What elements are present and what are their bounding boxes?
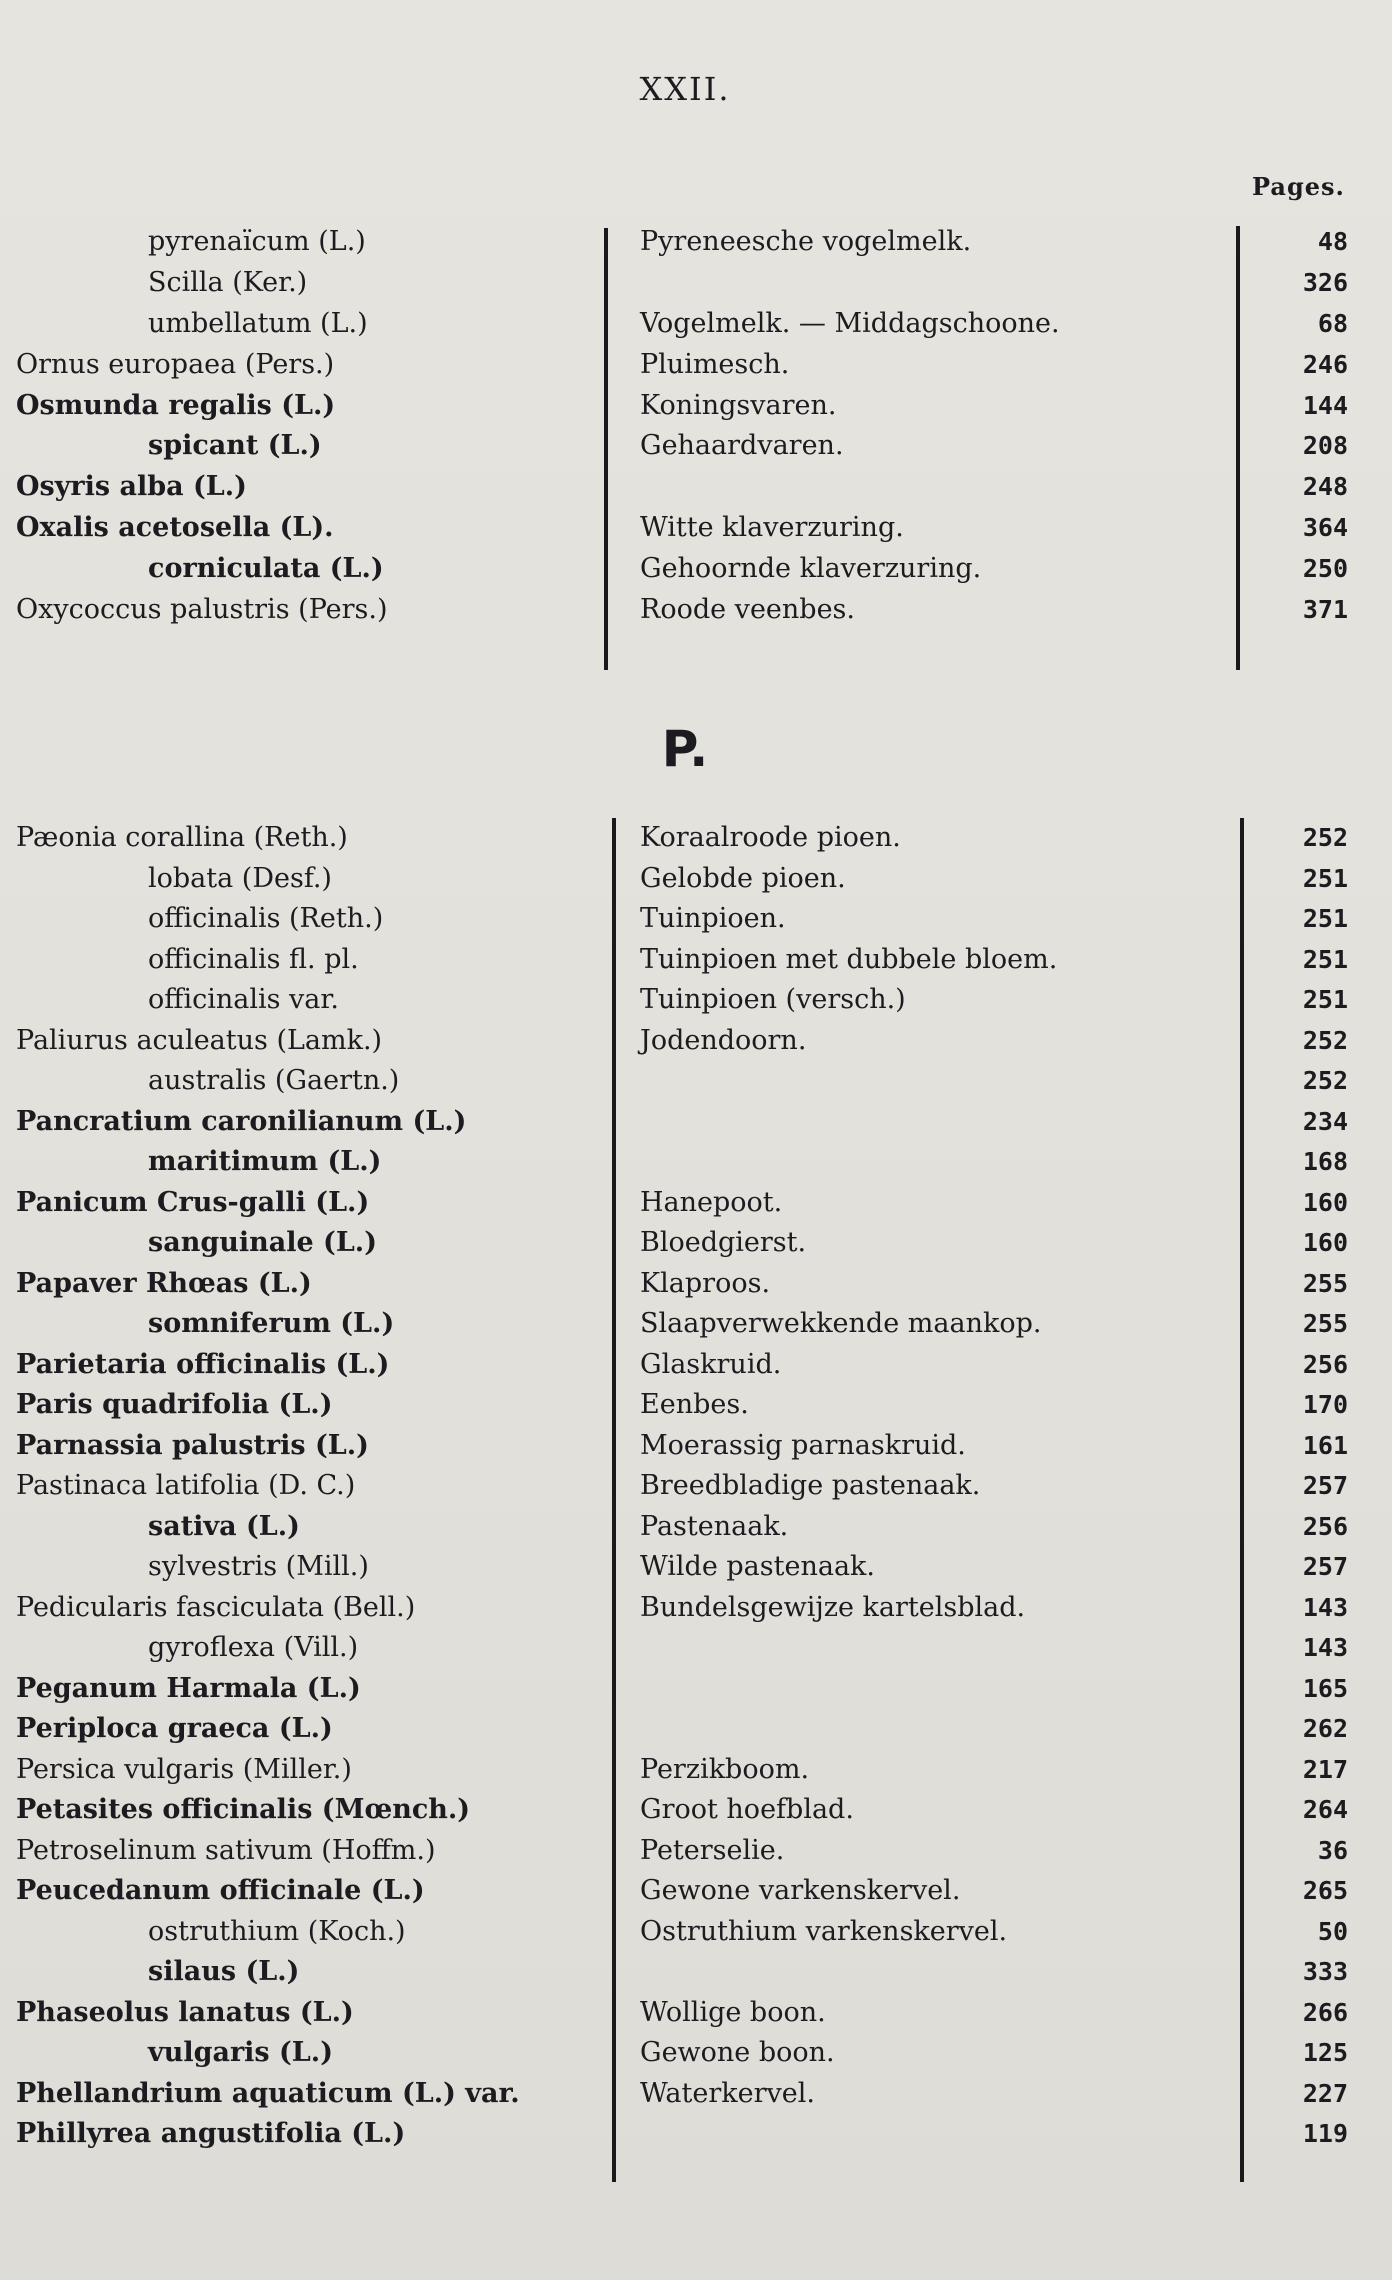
dutch-name: Witte klaverzuring.: [640, 512, 904, 544]
index-entry: [0, 1790, 1392, 1831]
index-entry: [0, 304, 1392, 345]
latin-name: somniferum (L.): [148, 1308, 395, 1339]
pages-column-header: Pages.: [1252, 172, 1345, 201]
latin-name: Panicum Crus-galli (L.): [16, 1186, 370, 1218]
latin-name: Pancratium caronilianum (L.): [16, 1105, 467, 1137]
latin-name: silaus (L.): [148, 1956, 300, 1987]
dutch-name: Gehoornde klaverzuring.: [640, 553, 982, 585]
page-reference: 251: [1302, 863, 1348, 893]
page-reference: 168: [1302, 1147, 1348, 1176]
dutch-name: Eenbes.: [640, 1389, 749, 1420]
index-entry: [0, 899, 1392, 940]
index-entry: [0, 1345, 1392, 1386]
page-reference: 264: [1302, 1795, 1348, 1824]
page-reference: 246: [1302, 349, 1348, 379]
index-entry: [0, 1466, 1392, 1507]
dutch-name: Bundelsgewijze kartelsblad.: [640, 1591, 1026, 1623]
index-entry: [0, 1709, 1392, 1750]
page-reference: 36: [1317, 1835, 1348, 1865]
latin-name: umbellatum (L.): [148, 307, 368, 339]
index-entry: [0, 1912, 1392, 1953]
index-entry: [0, 818, 1392, 859]
page-reference: 326: [1302, 267, 1348, 297]
index-entry: [0, 1021, 1392, 1062]
page-reference: 125: [1302, 2038, 1348, 2067]
dutch-name: Tuinpioen (versch.): [640, 984, 906, 1015]
page-reference: 227: [1302, 2078, 1348, 2108]
dutch-name: Groot hoefblad.: [640, 1794, 854, 1825]
dutch-name: Gehaardvaren.: [640, 430, 844, 462]
index-entry: [0, 980, 1392, 1021]
index-entry: [0, 1831, 1392, 1872]
index-entry: [0, 1952, 1392, 1993]
latin-name: Papaver Rhœas (L.): [16, 1267, 312, 1299]
page-reference: 251: [1302, 985, 1348, 1014]
page-reference: 170: [1302, 1390, 1348, 1419]
latin-name: sativa (L.): [148, 1510, 300, 1542]
latin-name: Oxycoccus palustris (Pers.): [16, 594, 388, 626]
dutch-name: Pastenaak.: [640, 1510, 789, 1542]
page-reference: 256: [1302, 1349, 1348, 1379]
index-entry: [0, 2033, 1392, 2074]
latin-name: Persica vulgaris (Miller.): [16, 1753, 352, 1785]
page-reference: 160: [1302, 1187, 1348, 1217]
index-entry: [0, 345, 1392, 386]
latin-name: Osmunda regalis (L.): [16, 389, 336, 421]
latin-name: corniculata (L.): [148, 553, 384, 585]
latin-name: Peucedanum officinale (L.): [16, 1875, 425, 1906]
index-group-o: [0, 222, 1392, 631]
page-reference: 165: [1302, 1673, 1348, 1703]
dutch-name: Tuinpioen met dubbele bloem.: [640, 943, 1058, 975]
index-entry: [0, 1142, 1392, 1183]
latin-name: Periploca graeca (L.): [16, 1713, 333, 1744]
dutch-name: Moerassig parnaskruid.: [640, 1429, 966, 1461]
page-reference: 252: [1302, 1066, 1348, 1095]
page-reference: 257: [1302, 1471, 1348, 1500]
latin-name: pyrenaïcum (L.): [148, 226, 366, 257]
dutch-name: Breedbladige pastenaak.: [640, 1470, 981, 1501]
latin-name: australis (Gaertn.): [148, 1065, 400, 1096]
index-entry: [0, 549, 1392, 590]
index-entry: [0, 940, 1392, 981]
index-entry: [0, 1871, 1392, 1912]
dutch-name: Wilde pastenaak.: [640, 1551, 875, 1582]
dutch-name: Bloedgierst.: [640, 1227, 807, 1258]
index-entry: [0, 1750, 1392, 1791]
dutch-name: Pluimesch.: [640, 348, 790, 380]
latin-name: Pastinaca latifolia (D. C.): [16, 1470, 356, 1501]
latin-name: officinalis fl. pl.: [148, 943, 359, 975]
dutch-name: Glaskruid.: [640, 1348, 782, 1380]
page-reference: 50: [1317, 1916, 1348, 1946]
dutch-name: Pyreneesche vogelmelk.: [640, 226, 972, 257]
index-entry: [0, 1426, 1392, 1467]
page-reference: 161: [1302, 1430, 1348, 1460]
dutch-name: Waterkervel.: [640, 2077, 815, 2109]
latin-name: officinalis (Reth.): [148, 903, 384, 934]
page-reference: 251: [1302, 904, 1348, 933]
page-reference: 257: [1302, 1552, 1348, 1581]
dutch-name: Gelobde pioen.: [640, 862, 846, 894]
latin-name: lobata (Desf.): [148, 862, 332, 894]
index-group-p: [0, 818, 1392, 2155]
page-reference: 217: [1302, 1754, 1348, 1784]
page-reference: 333: [1302, 1957, 1348, 1986]
page-number: XXII.: [639, 70, 731, 108]
page-reference: 144: [1302, 390, 1348, 420]
page-reference: 255: [1302, 1268, 1348, 1298]
index-entry: [0, 263, 1392, 304]
section-letter: P.: [661, 720, 709, 778]
page-reference: 262: [1302, 1714, 1348, 1743]
latin-name: sanguinale (L.): [148, 1227, 377, 1258]
index-entry: [0, 2074, 1392, 2115]
dutch-name: Hanepoot.: [640, 1186, 783, 1218]
index-entry: [0, 426, 1392, 467]
latin-name: Paliurus aculeatus (Lamk.): [16, 1024, 383, 1056]
page-reference: 48: [1317, 227, 1348, 256]
latin-name: gyroflexa (Vill.): [148, 1632, 359, 1663]
dutch-name: Slaapverwekkende maankop.: [640, 1308, 1042, 1339]
latin-name: Phellandrium aquaticum (L.) var.: [16, 2077, 520, 2109]
latin-name: Oxalis acetosella (L).: [16, 512, 334, 544]
index-entry: [0, 859, 1392, 900]
index-entry: [0, 222, 1392, 263]
page-reference: 248: [1302, 472, 1348, 502]
latin-name: Parnassia palustris (L.): [16, 1429, 369, 1461]
latin-name: Phillyrea angustifolia (L.): [16, 2118, 406, 2149]
index-entry: [0, 1061, 1392, 1102]
page-reference: 255: [1302, 1309, 1348, 1338]
dutch-name: Jodendoorn.: [640, 1024, 807, 1056]
dutch-name: Perzikboom.: [640, 1753, 810, 1785]
index-entry: [0, 1385, 1392, 1426]
page-reference: 208: [1302, 431, 1348, 461]
latin-name: vulgaris (L.): [148, 2037, 333, 2068]
latin-name: officinalis var.: [148, 984, 339, 1015]
latin-name: Ornus europaea (Pers.): [16, 348, 335, 380]
latin-name: Pedicularis fasciculata (Bell.): [16, 1591, 416, 1623]
page-reference: 251: [1302, 944, 1348, 974]
latin-name: Parietaria officinalis (L.): [16, 1348, 390, 1380]
dutch-name: Tuinpioen.: [640, 903, 786, 934]
dutch-name: Gewone varkenskervel.: [640, 1875, 961, 1906]
page-reference: 266: [1302, 1997, 1348, 2027]
latin-name: Scilla (Ker.): [148, 266, 308, 298]
dutch-name: Koningsvaren.: [640, 389, 837, 421]
latin-name: Petroselinum sativum (Hoffm.): [16, 1834, 436, 1866]
index-entry: [0, 1183, 1392, 1224]
index-entry: [0, 1507, 1392, 1548]
latin-name: Pæonia corallina (Reth.): [16, 822, 348, 853]
latin-name: spicant (L.): [148, 430, 322, 462]
index-entry: [0, 1547, 1392, 1588]
page-reference: 143: [1302, 1592, 1348, 1622]
page-reference: 160: [1302, 1228, 1348, 1257]
dutch-name: Ostruthium varkenskervel.: [640, 1915, 1008, 1947]
page-reference: 265: [1302, 1876, 1348, 1905]
dutch-name: Koraalroode pioen.: [640, 822, 901, 853]
page-reference: 256: [1302, 1511, 1348, 1541]
page-reference: 234: [1302, 1106, 1348, 1136]
index-entry: [0, 1669, 1392, 1710]
latin-name: maritimum (L.): [148, 1146, 382, 1177]
index-entry: [0, 1102, 1392, 1143]
index-entry: [0, 467, 1392, 508]
index-entry: [0, 1304, 1392, 1345]
index-entry: [0, 1223, 1392, 1264]
dutch-name: Roode veenbes.: [640, 594, 855, 626]
index-entry: [0, 590, 1392, 631]
latin-name: ostruthium (Koch.): [148, 1915, 406, 1947]
dutch-name: Gewone boon.: [640, 2037, 835, 2068]
latin-name: Phaseolus lanatus (L.): [16, 1996, 354, 2028]
index-entry: [0, 508, 1392, 549]
page-reference: 119: [1302, 2119, 1348, 2148]
page-reference: 68: [1317, 308, 1348, 338]
index-entry: [0, 1264, 1392, 1305]
dutch-name: Peterselie.: [640, 1834, 785, 1866]
page-reference: 143: [1302, 1633, 1348, 1662]
index-entry: [0, 386, 1392, 427]
dutch-name: Klaproos.: [640, 1267, 771, 1299]
latin-name: Petasites officinalis (Mœnch.): [16, 1794, 471, 1825]
latin-name: sylvestris (Mill.): [148, 1551, 369, 1582]
page-reference: 250: [1302, 554, 1348, 584]
page-reference: 364: [1302, 513, 1348, 543]
index-entry: [0, 1993, 1392, 2034]
page-reference: 371: [1302, 595, 1348, 625]
index-entry: [0, 1588, 1392, 1629]
dutch-name: Wollige boon.: [640, 1996, 826, 2028]
page-reference: 252: [1302, 823, 1348, 852]
index-entry: [0, 1628, 1392, 1669]
page-reference: 252: [1302, 1025, 1348, 1055]
latin-name: Paris quadrifolia (L.): [16, 1389, 333, 1420]
dutch-name: Vogelmelk. — Middagschoone.: [640, 307, 1060, 339]
latin-name: Peganum Harmala (L.): [16, 1672, 361, 1704]
index-entry: [0, 2114, 1392, 2155]
latin-name: Osyris alba (L.): [16, 471, 247, 503]
